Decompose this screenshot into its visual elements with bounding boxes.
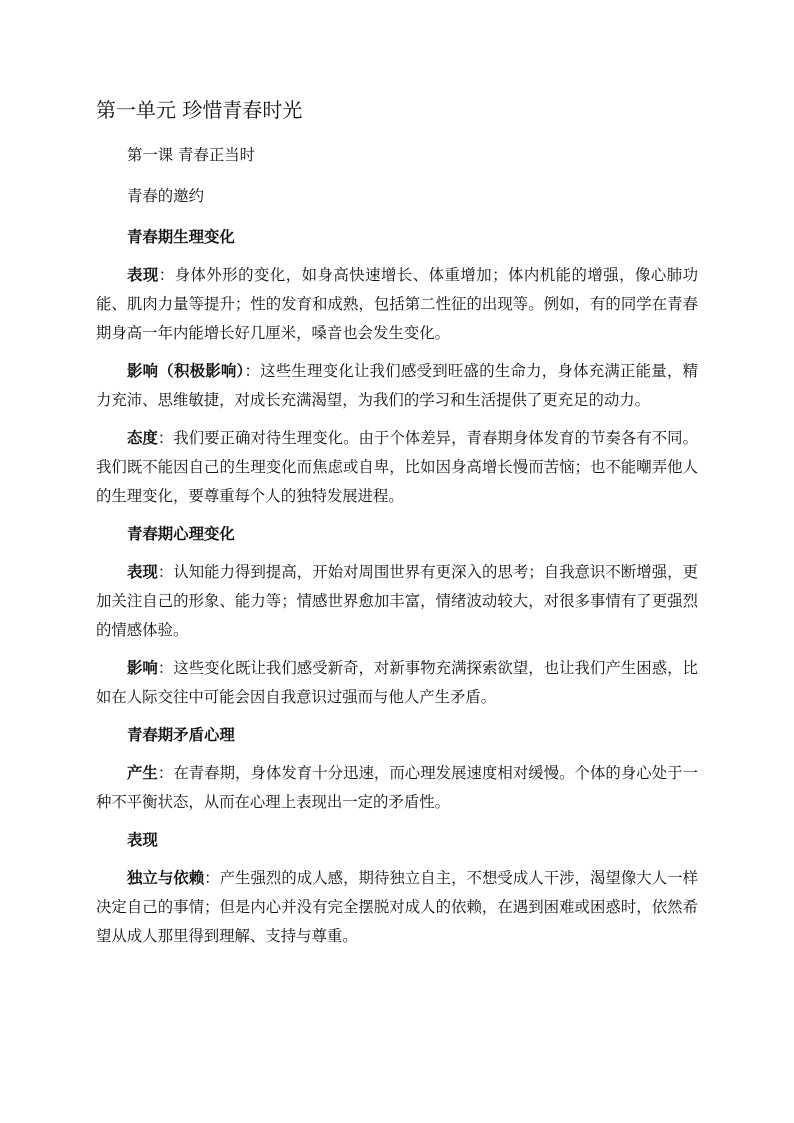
label-separator: ： (157, 563, 174, 581)
heading-manifestation: 表现 (127, 831, 158, 849)
label-separator: ： (204, 869, 220, 887)
label-separator: ： (157, 429, 174, 447)
paragraph-text: 认知能力得到提高，开始对周围世界有更深入的思考；自我意识不断增强，更加关注自己的形象、能力等；情感世界愈加丰富，情绪波动较大，对很多事情有了更强烈的情感体验。 (96, 563, 698, 639)
label-separator: ： (157, 764, 174, 782)
heading-physiological-change: 青春期生理变化 (127, 228, 235, 246)
paragraph-label: 表现 (127, 563, 158, 581)
paragraph-label: 影响 (127, 659, 158, 677)
unit-title: 第一单元 珍惜青春时光 (96, 98, 303, 122)
paragraph-label: 表现 (127, 266, 159, 284)
paragraph-label: 产生 (127, 764, 158, 782)
paragraph-physiological-attitude (96, 424, 698, 511)
label-separator: ： (158, 266, 175, 284)
heading-psychological-change: 青春期心理变化 (127, 525, 235, 543)
paragraph-text: 这些变化既让我们感受新奇，对新事物充满探索欲望，也让我们产生困惑，比如在人际交往中可能会因自我意识过强而与他人产生矛盾。 (96, 659, 698, 706)
paragraph-physiological-impact (96, 357, 698, 415)
paragraph-text: 身体外形的变化，如身高快速增长、体重增加；体内机能的增强，像心肺功能、肌肉力量等提升；性的发育和成熟，包括第二性征的出现等。例如，有的同学在青春期身高一年内能增长好几厘米，嗓音也会发生变化。 (96, 266, 698, 342)
paragraph-psychological-manifestation (96, 558, 698, 645)
paragraph-physiological-manifestation (96, 261, 698, 348)
paragraph-text: 我们要正确对待生理变化。由于个体差异，青春期身体发育的节奏各有不同。我们既不能因自己的生理变化而焦虑或自卑，比如因身高增长慢而苦恼；也不能嘲弄他人的生理变化，要尊重每个人的独特发展进程。 (96, 429, 698, 505)
label-separator: ： (157, 659, 174, 677)
paragraph-label: 影响（积极影响） (127, 362, 245, 380)
paragraph-contradiction-origin (96, 759, 698, 817)
paragraph-label: 态度 (127, 429, 158, 447)
paragraph-text: 产生强烈的成人感，期待独立自主，不想受成人干涉，渴望像大人一样决定自己的事情；但是内心并没有完全摆脱对成人的依赖，在遇到困难或困惑时，依然希望从成人那里得到理解、支持与尊重。 (96, 869, 698, 945)
paragraph-text: 在青春期，身体发育十分迅速，而心理发展速度相对缓慢。个体的身心处于一种不平衡状态，从而在心理上表现出一定的矛盾性。 (96, 764, 698, 811)
heading-contradictory-psychology: 青春期矛盾心理 (127, 726, 235, 744)
paragraph-label: 独立与依赖 (127, 869, 205, 887)
paragraph-psychological-impact (96, 654, 698, 712)
section-title: 青春的邀约 (127, 187, 204, 205)
paragraph-independence-dependence (96, 864, 698, 951)
label-separator: ： (244, 362, 261, 380)
paragraph-text: 这些生理变化让我们感受到旺盛的生命力，身体充满正能量，精力充沛、思维敏捷，对成长充满渴望，为我们的学习和生活提供了更充足的动力。 (96, 362, 698, 409)
lesson-title: 第一课 青春正当时 (127, 146, 256, 164)
